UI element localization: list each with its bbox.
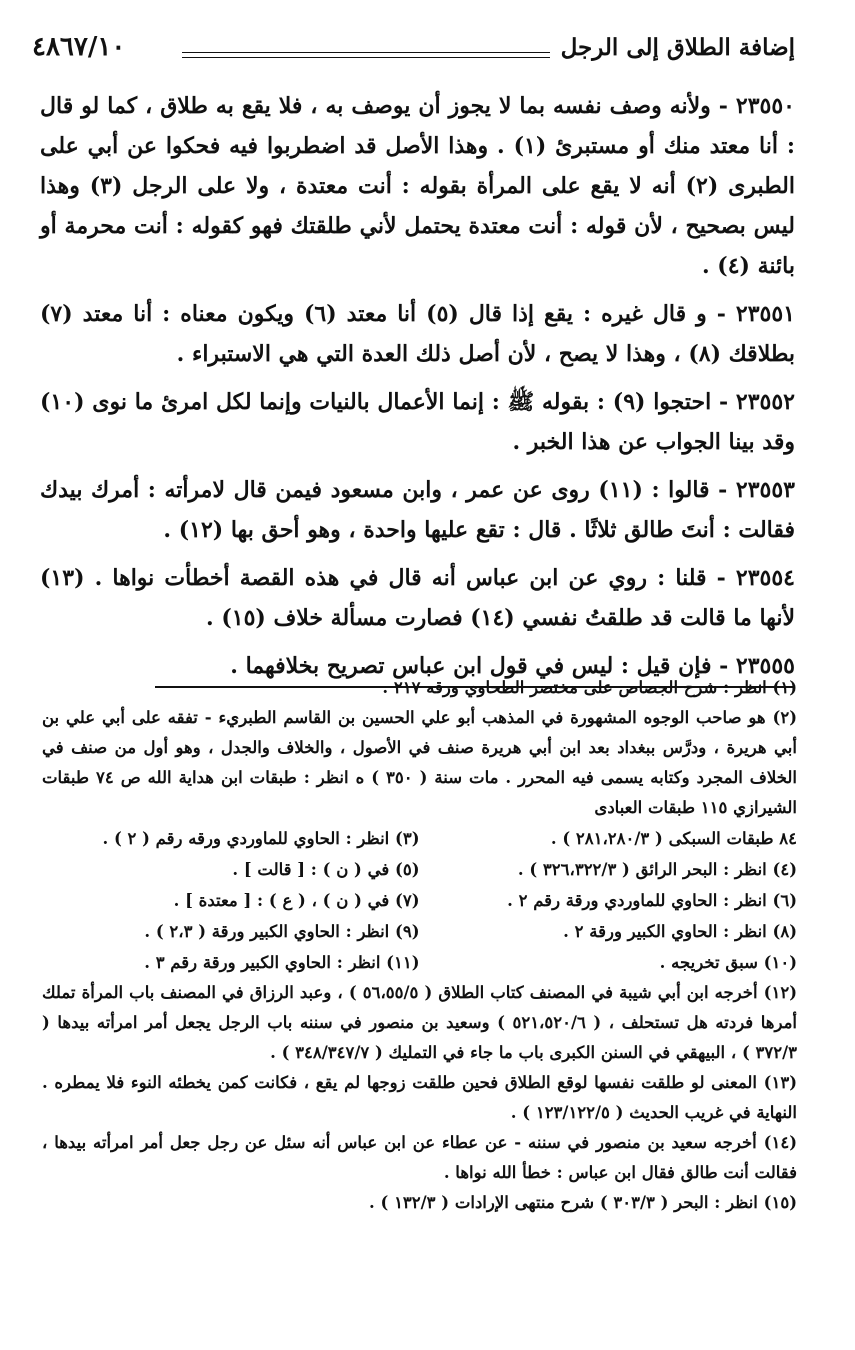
footnote-4: (٤) انظر : البحر الرائق ( ٣٢٦،٣٢٢/٣ ) . bbox=[517, 860, 797, 879]
running-title: إضافة الطلاق إلى الرجل bbox=[560, 34, 795, 61]
footnote-2-tail: ٨٤ طبقات السبكى ( ٢٨١،٢٨٠/٣ ) . bbox=[550, 829, 797, 848]
footnote-6: (٦) انظر : الحاوي للماوردي ورقة رقم ٢ . bbox=[507, 891, 797, 910]
footnote-8: (٨) انظر : الحاوي الكبير ورقة ٢ . bbox=[563, 922, 797, 941]
paragraph-23554: ٢٣٥٥٤ - قلنا : روي عن ابن عباس أنه قال في هذه القصة أخطأت نواها . (١٣) لأنها ما قالت قد طلقتُ نفسي (١٤) فصارت مسألة خلاف (١٥) . bbox=[40, 565, 795, 631]
footnote-9: (٩) انظر : الحاوي الكبير ورقة ( ٢،٣ ) . bbox=[144, 922, 420, 941]
footnote-11: (١١) انظر : الحاوي الكبير ورقة رقم ٣ . bbox=[144, 953, 420, 972]
main-text bbox=[40, 86, 795, 696]
page-header bbox=[32, 32, 795, 68]
footnotes bbox=[42, 673, 797, 1218]
footnote-13: (١٣) المعنى لو طلقت نفسها لوقع الطلاق فحين طلقت زوجها لم يقع ، فكانت كمن يخطئه النوء فلا يمطره . النهاية في غريب الحديث ( ١٢٣/١٢٢/٥ ) . bbox=[42, 1073, 797, 1122]
paragraph-23555: ٢٣٥٥٥ - فإن قيل : ليس في قول ابن عباس تصريح بخلافهما . bbox=[155, 646, 795, 688]
footnote-15: (١٥) انظر : البحر ( ٣٠٣/٣ ) شرح منتهى الإرادات ( ١٣٢/٣ ) . bbox=[369, 1193, 797, 1212]
footnote-14: (١٤) أخرجه سعيد بن منصور في سننه - عن عطاء عن ابن عباس أنه سئل عن رجل جعل أمر امرأته بيدها ، فقالت أنت طالق فقال ابن عباس : خطأ الله نواها . bbox=[42, 1133, 797, 1182]
footnote-row bbox=[42, 916, 797, 947]
footnote-row bbox=[42, 885, 797, 916]
footnote-3: (٣) انظر : الحاوي للماوردي ورقه رقم ( ٢ ) . bbox=[102, 829, 420, 848]
footnote-row bbox=[42, 854, 797, 885]
footnote-12: (١٢) أخرجه ابن أبي شيبة في المصنف كتاب الطلاق ( ٥٦،٥٥/٥ ) ، وعبد الرزاق في المصنف باب المرأة تملك أمرها فردته هل تستحلف ، ( ٥٢١،٥٢٠/٦ ) وسعيد بن منصور في سننه باب الرجل يجعل أمر امرأته بيدها ( ٣٧٢/٣ ) ، البيهقي في السنن الكبرى باب ما جاء في التمليك ( ٣٤٨/٣٤٧/٧ ) . bbox=[42, 983, 797, 1062]
paragraph-23552: ٢٣٥٥٢ - احتجوا (٩) : بقوله ﷺ : إنما الأعمال بالنيات وإنما لكل امرئ ما نوى (١٠) وقد بينا الجواب عن هذا الخبر . bbox=[40, 389, 795, 455]
footnote-row bbox=[42, 823, 797, 854]
footnote-1: (١) انظر : شرح الجصاص على مختصر الطحاوي ورقه ٢١٧ . bbox=[382, 678, 797, 697]
footnote-2: (٢) هو صاحب الوجوه المشهورة في المذهب أبو علي الحسين بن القاسم الطبريء - تفقه على أبي علي بن أبي هريرة ، ودرَّس ببغداد بعد ابن أبي هريرة صنف في الأصول ، والخلاف والجدل ، وهو أول من صنف في الخلاف المجرد وكتابه يسمى فيه المحرر . مات سنة ( ٣٥٠ ) ه انظر : طبقات ابن هداية الله ص ٧٤ طبقات الشيرازي ١١٥ طبقات العبادى bbox=[42, 708, 798, 817]
footnote-row bbox=[42, 947, 797, 978]
header-double-rule bbox=[182, 52, 550, 58]
paragraph-23553: ٢٣٥٥٣ - قالوا : (١١) روى عن عمر ، وابن مسعود فيمن قال لامرأته : أمرك بيدك فقالت : أنتَ طالق ثلاثًا . قال : تقع عليها واحدة ، وهو أحق بها (١٢) . bbox=[40, 477, 795, 543]
footnote-7: (٧) في ( ن ) ، ( ع ) : [ معتدة ] . bbox=[173, 891, 420, 910]
paragraph-23551: ٢٣٥٥١ - و قال غيره : يقع إذا قال (٥) أنا معتد (٦) ويكون معناه : أنا معتد (٧) بطلاقك (٨) ، وهذا لا يصح ، لأن أصل ذلك العدة التي هي الاستبراء . bbox=[40, 301, 795, 367]
paragraph-23550: ٢٣٥٥٠ - ولأنه وصف نفسه بما لا يجوز أن يوصف به ، فلا يقع به طلاق ، كما لو قال : أنا معتد منك أو مستبرئ (١) . وهذا الأصل قد اضطربوا فيه فحكوا عن أبي على الطبرى (٢) أنه لا يقع على المرأة بقوله : أنت معتدة ، ولا على الرجل (٣) وهذا ليس بصحيح ، لأن قوله : أنت معتدة يحتمل لأني طلقتك فهو كقوله : أنت محرمة أو بائنة (٤) . bbox=[40, 93, 795, 279]
footnote-10: (١٠) سبق تخريجه . bbox=[659, 953, 797, 972]
footnote-5: (٥) في ( ن ) : [ قالت ] . bbox=[232, 860, 420, 879]
page-number: ٤٨٦٧/١٠ bbox=[32, 32, 126, 62]
